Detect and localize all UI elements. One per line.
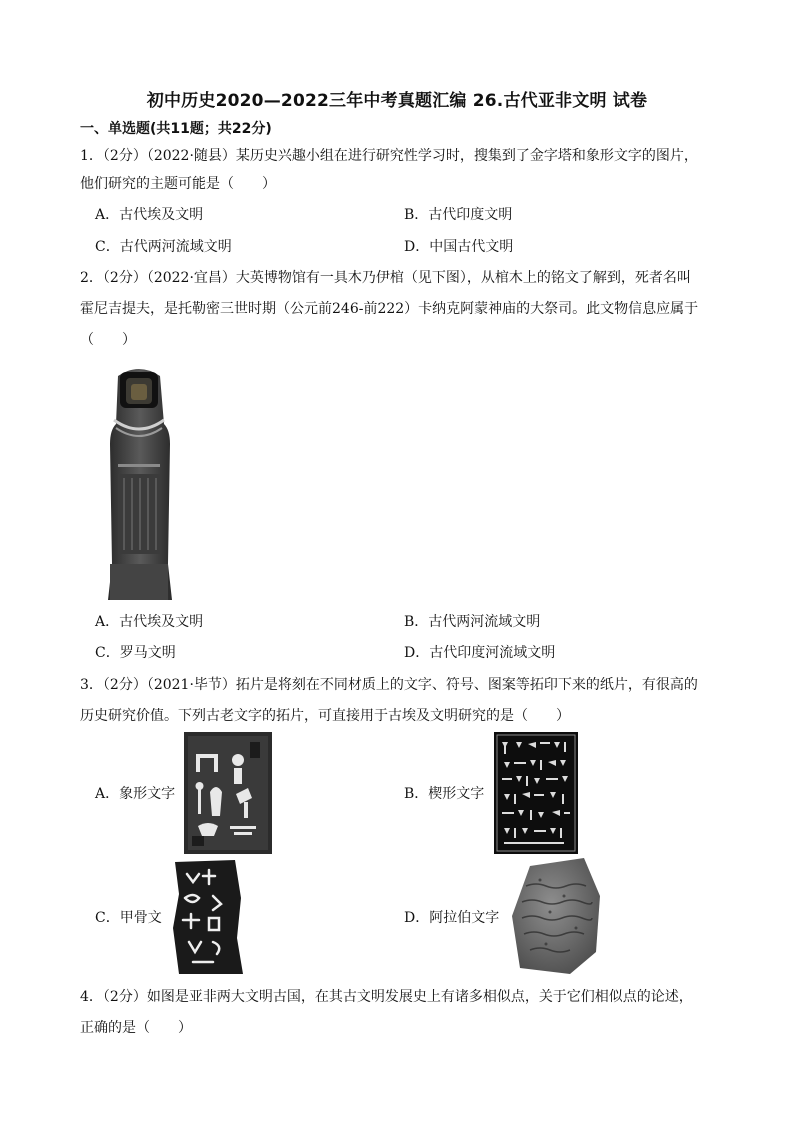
question-3-option-a[interactable]: A．象形文字 xyxy=(95,786,176,802)
question-1-option-a[interactable]: A．古代埃及文明 xyxy=(95,207,204,223)
question-1-text-line-2: 他们研究的主题可能是（ ） xyxy=(80,176,276,192)
question-2-option-d[interactable]: D．古代印度河流域文明 xyxy=(404,645,556,661)
mummy-coffin-image xyxy=(100,364,178,600)
question-3-option-d[interactable]: D．阿拉伯文字 xyxy=(404,910,500,926)
cuneiform-rubbing-image xyxy=(494,732,578,854)
section-heading: 一、单选题(共11题；共22分) xyxy=(80,121,272,137)
question-3-text-line-2: 历史研究价值。下列古老文字的拓片，可直接用于古埃及文明研究的是（ ） xyxy=(80,708,570,724)
question-1-option-c[interactable]: C．古代两河流域文明 xyxy=(95,239,232,255)
question-2-option-b[interactable]: B．古代两河流域文明 xyxy=(404,614,541,630)
question-3-option-c[interactable]: C．甲骨文 xyxy=(95,910,162,926)
question-4-text-line-1: 4．（2分）如图是亚非两大文明古国，在其古文明发展史上有诸多相似点，关于它们相似点的论述， xyxy=(80,989,693,1005)
page-title: 初中历史2020—2022三年中考真题汇编 26.古代亚非文明 试卷 xyxy=(146,91,648,111)
question-1-text-line-1: 1．（2分）（2022·随县）某历史兴趣小组在进行研究性学习时，搜集到了金字塔和象形文字的图片， xyxy=(80,148,698,164)
arabic-script-rubbing-image xyxy=(510,856,602,976)
question-3-text-line-1: 3．（2分）（2021·毕节）拓片是将刻在不同材质上的文字、符号、图案等拓印下来的纸片，有很高的 xyxy=(80,677,698,693)
question-3-option-b[interactable]: B．楔形文字 xyxy=(404,786,485,802)
question-1-option-b[interactable]: B．古代印度文明 xyxy=(404,207,513,223)
question-2-text-line-1: 2．（2分）（2022·宜昌）大英博物馆有一具木乃伊棺（见下图），从棺木上的铭文了解到，死者名叫 xyxy=(80,270,691,286)
hieroglyph-rubbing-image xyxy=(184,732,272,854)
oracle-bone-rubbing-image xyxy=(169,858,244,976)
question-1-option-d[interactable]: D．中国古代文明 xyxy=(404,239,514,255)
question-4-text-line-2: 正确的是（ ） xyxy=(80,1020,192,1036)
question-2-option-a[interactable]: A．古代埃及文明 xyxy=(95,614,204,630)
question-2-text-line-3: （ ） xyxy=(80,332,136,348)
question-2-text-line-2: 霍尼吉提夫，是托勒密三世时期（公元前246-前222）卡纳克阿蒙神庙的大祭司。此文物信息应属于 xyxy=(80,301,699,317)
question-2-option-c[interactable]: C．罗马文明 xyxy=(95,645,176,661)
